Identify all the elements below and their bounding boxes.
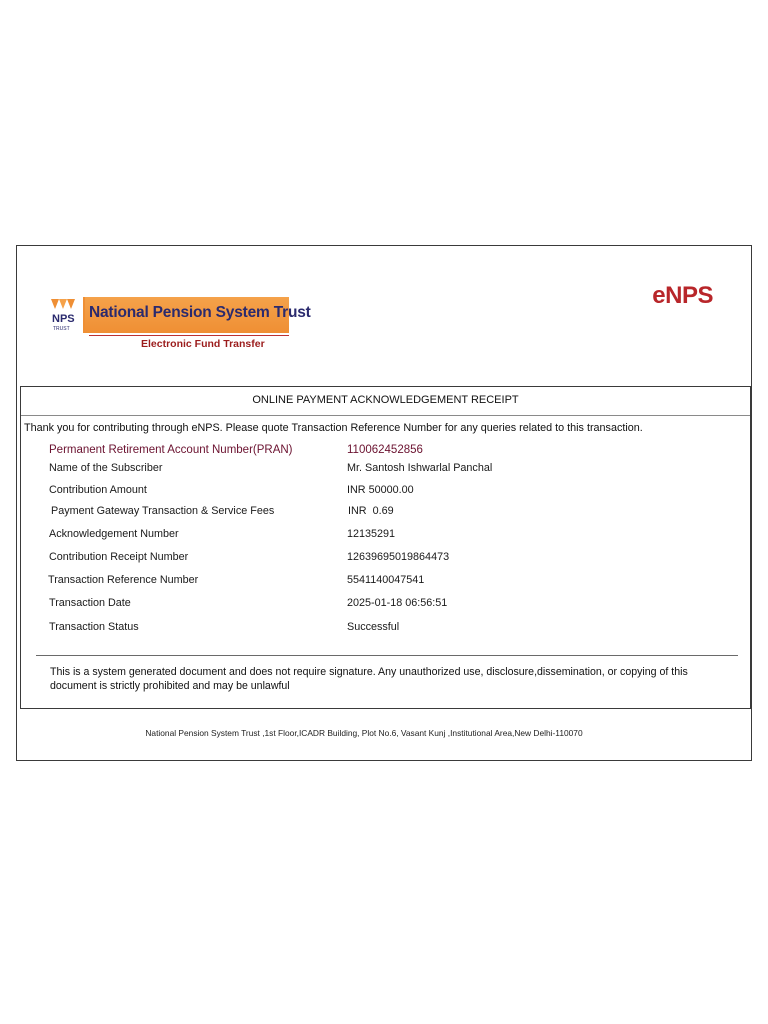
field-value: Mr. Santosh Ishwarlal Panchal (347, 462, 493, 474)
field-row-subscriber-name (21, 462, 750, 478)
field-row-transaction-reference (21, 574, 750, 590)
disclaimer-text: This is a system generated document and does not require signature. Any unauthorized use, disclosure,dissemination, or copying of this document is strictly prohibited and may be unlawful (50, 666, 688, 692)
acknowledgement-receipt-box (20, 386, 751, 709)
footer-address: National Pension System Trust ,1st Floor,ICADR Building, Plot No.6, Vasant Kunj ,Institutional Area,New Delhi-110070 (145, 728, 583, 738)
emblem-trust-text: TRUST (53, 326, 70, 332)
field-value: INR 0.69 (348, 505, 394, 517)
logo-subtitle: Electronic Fund Transfer (141, 338, 265, 350)
nps-emblem-icon (49, 297, 85, 333)
title-divider (21, 415, 750, 416)
logo-divider (89, 335, 289, 336)
field-label: Contribution Amount (49, 484, 147, 496)
field-label: Transaction Date (49, 597, 131, 609)
field-value: 5541140047541 (347, 574, 425, 586)
field-label: Acknowledgement Number (49, 528, 179, 540)
thank-you-message: Thank you for contributing through eNPS. Please quote Transaction Reference Number for any queries related to this transaction. (24, 422, 643, 434)
field-row-transaction-date (21, 597, 750, 613)
field-value: INR 50000.00 (347, 484, 414, 496)
field-row-pran (21, 444, 750, 460)
field-row-acknowledgement-number (21, 528, 750, 544)
org-name: National Pension System Trust (89, 304, 311, 321)
field-row-gateway-fees (21, 505, 750, 521)
receipt-document (16, 245, 752, 761)
nps-trust-logo (49, 297, 311, 351)
field-value: 110062452856 (347, 444, 423, 456)
enps-logo-text: eNPS (652, 282, 713, 309)
field-value: 2025-01-18 06:56:51 (347, 597, 448, 609)
field-row-transaction-status (21, 621, 750, 637)
receipt-title: ONLINE PAYMENT ACKNOWLEDGEMENT RECEIPT (252, 394, 519, 406)
field-row-contribution-amount (21, 484, 750, 500)
field-label: Transaction Status (49, 621, 139, 633)
field-label: Name of the Subscriber (49, 462, 163, 474)
field-value: 12639695019864473 (347, 551, 450, 563)
disclaimer-divider (36, 655, 738, 656)
field-label: Contribution Receipt Number (49, 551, 189, 563)
field-label: Payment Gateway Transaction & Service Fees (51, 505, 275, 517)
field-label: Transaction Reference Number (48, 574, 199, 586)
field-value: Successful (347, 621, 400, 633)
field-label: Permanent Retirement Account Number(PRAN) (49, 444, 293, 456)
emblem-letters: NPS (52, 313, 75, 325)
field-row-contribution-receipt-number (21, 551, 750, 567)
field-value: 12135291 (347, 528, 396, 540)
